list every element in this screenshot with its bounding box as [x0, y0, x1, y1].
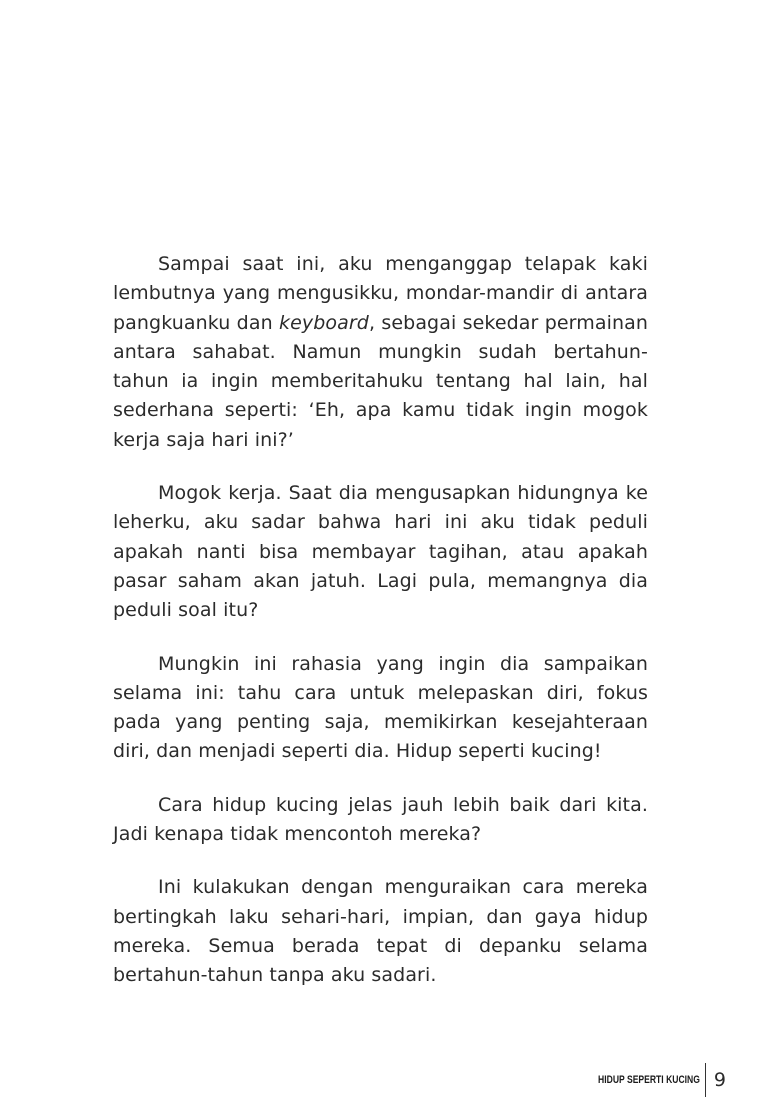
paragraph-1 — [113, 250, 648, 455]
paragraph-1-text-start: Sampai saat ini, aku menganggap telapak kaki lembutnya yang mengusikku, mondar-mandir di antara pangkuanku dan — [113, 253, 648, 334]
page-body — [113, 250, 648, 1015]
paragraph-2: Mogok kerja. Saat dia mengusapkan hidungnya ke leherku, aku sadar bahwa hari ini aku tidak peduli apakah nanti bisa membayar tagihan, atau apakah pasar saham akan jatuh. Lagi pula, memangnya dia peduli soal itu? — [113, 482, 648, 622]
paragraph-3: Mungkin ini rahasia yang ingin dia sampaikan selama ini: tahu cara untuk melepaskan diri, fokus pada yang penting saja, memikirkan kesejahteraan diri, dan menjadi seperti dia. Hidup seperti kucing! — [113, 652, 648, 763]
page-number: 9 — [713, 1069, 726, 1091]
paragraph-1-text-end: , sebagai sekedar permainan antara sahabat. Namun mungkin sudah bertahun-tahun ia ingin memberitahuku tentang hal lain, hal sederhana seperti: ‘Eh, apa kamu tidak ingin mogok kerja saja hari ini?’ — [113, 311, 648, 451]
paragraph-1-italic-term: keyboard — [279, 311, 369, 334]
paragraph-4: Cara hidup kucing jelas jauh lebih baik dari kita. Jadi kenapa tidak mencontoh mereka? — [113, 793, 648, 846]
paragraph-5: Ini kulakukan dengan menguraikan cara mereka bertingkah laku sehari-hari, impian, dan gaya hidup mereka. Semua berada tepat di depanku selama bertahun-tahun tanpa aku sadari. — [113, 876, 648, 987]
running-title: HIDUP SEPERTI KUCING — [598, 1074, 701, 1086]
page-footer — [568, 1063, 726, 1097]
footer-divider — [705, 1063, 706, 1097]
